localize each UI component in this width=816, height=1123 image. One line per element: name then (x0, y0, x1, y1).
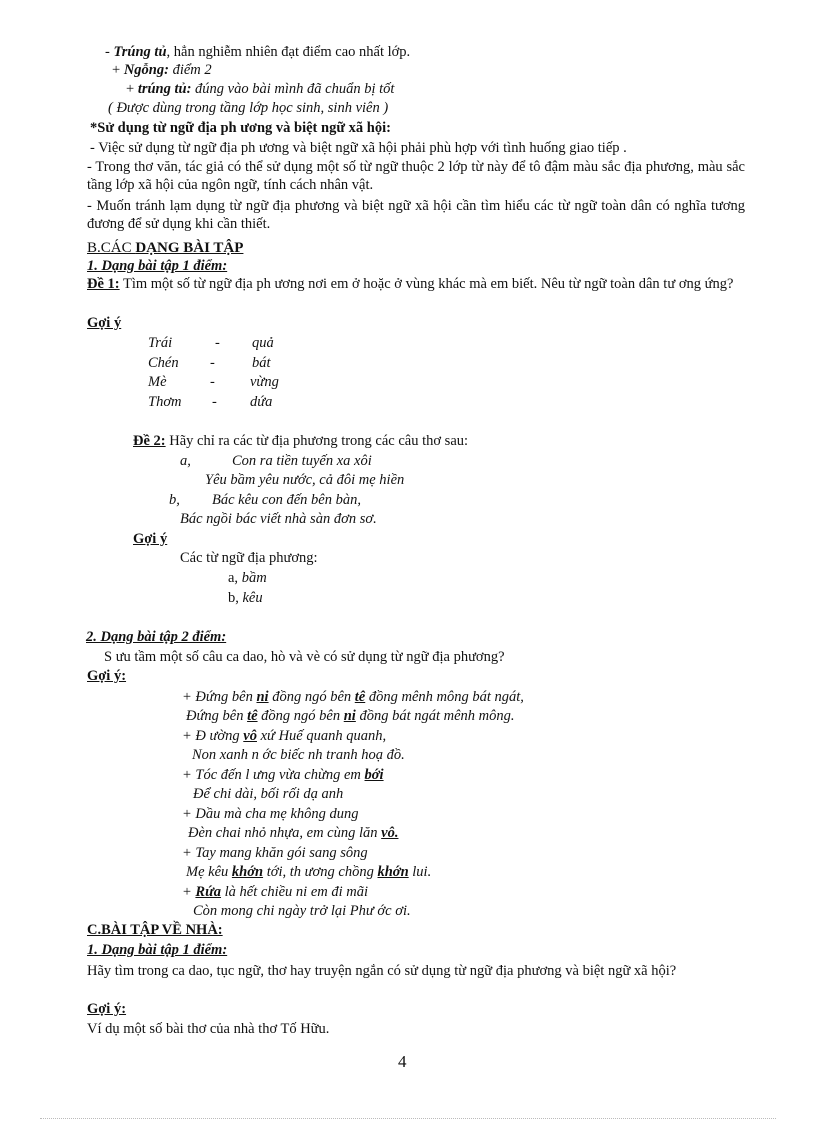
pair-0-dash: - (215, 335, 220, 351)
folk-line-1: + Đứng bên ni đồng ngó bên tê đồng mênh mông bát ngát, (182, 689, 524, 705)
folk-line-7: + Dầu mà cha mẹ không dung (182, 806, 359, 822)
answer-a: a, bầm (228, 570, 267, 586)
heading-usage: *Sử dụng từ ngữ địa ph ương và biệt ngữ xã hội: (90, 120, 391, 136)
section-b-1-title: 1. Dạng bài tập 1 điểm: (87, 258, 228, 274)
section-c-example: Ví dụ một số bài thơ của nhà thơ Tố Hữu. (87, 1021, 330, 1037)
goi-y-3: Gợi ý: (87, 668, 127, 684)
section-b-title: B.CÁC DẠNG BÀI TẬP (87, 240, 244, 256)
de-1: Đề 1: Tìm một số từ ngữ địa ph ương nơi em ở hoặc ở vùng khác mà em biết. Nêu từ ngữ toàn dân tư ơng ứng? (87, 276, 734, 292)
section-b-2-task: S ưu tầm một số câu ca dao, hò và vè có sử dụng từ ngữ địa phương? (104, 649, 505, 665)
folk-line-5: + Tóc đến l ưng vừa chừng em bới (182, 767, 384, 783)
pair-2-a: Mè (148, 374, 167, 390)
answer-intro: Các từ ngữ địa phương: (180, 550, 318, 566)
pair-3-b: dứa (250, 394, 273, 410)
line-trung-tu: - Trúng tủ, hẳn nghiễm nhiên đạt điểm cao nhất lớp. (105, 44, 411, 60)
folk-line-12: Còn mong chi ngày trở lại Phư ớc ơi. (193, 903, 411, 919)
de-2: Đề 2: Hãy chỉ ra các từ địa phương trong các câu thơ sau: (133, 433, 469, 449)
pair-3-a: Thơm (148, 394, 182, 410)
section-c-title: C.BÀI TẬP VỀ NHÀ: (87, 922, 223, 938)
poem-a-mark: a, (180, 453, 191, 469)
goi-y-c: Gợi ý: (87, 1001, 127, 1017)
poem-a-line-2: Yêu bầm yêu nước, cả đôi mẹ hiền (205, 472, 405, 488)
goi-y-1: Gợi ý (87, 315, 122, 331)
poem-b-mark: b, (169, 492, 180, 508)
pair-0-a: Trái (148, 335, 173, 351)
line-ngong: + Ngỗng: điểm 2 (112, 62, 212, 78)
folk-line-11: + Rứa là hết chiều ni em đi mãi (182, 884, 369, 900)
answer-b: b, kêu (228, 590, 263, 606)
page-bottom-divider (40, 1118, 776, 1119)
pair-2-b: vừng (250, 374, 279, 390)
pair-0-b: quả (252, 335, 274, 351)
folk-line-9: + Tay mang khăn gói sang sông (182, 845, 368, 861)
folk-line-2: Đứng bên tê đồng ngó bên ni đồng bát ngát mênh mông. (186, 708, 515, 724)
goi-y-2: Gợi ý (133, 531, 168, 547)
pair-1-b: bát (252, 355, 271, 371)
section-b-2-title: 2. Dạng bài tập 2 điểm: (86, 629, 227, 645)
pair-1-dash: - (210, 355, 215, 371)
pair-2-dash: - (210, 374, 215, 390)
pair-1-a: Chén (148, 355, 179, 371)
folk-line-3: + Đ ường vô xứ Huế quanh quanh, (182, 728, 387, 744)
poem-b-line-1: Bác kêu con đến bên bàn, (212, 492, 361, 508)
section-c-1-title: 1. Dạng bài tập 1 điểm: (87, 942, 228, 958)
folk-line-4: Non xanh n ớc biếc nh tranh hoạ đồ. (192, 747, 405, 763)
folk-line-8: Đèn chai nhỏ nhựa, em cùng lăn vô. (188, 825, 399, 841)
page-number: 4 (398, 1052, 407, 1071)
para-usage-1: - Việc sử dụng từ ngữ địa ph ương và biệt ngữ xã hội phải phù hợp với tình huống giao tiếp . (90, 140, 627, 156)
para-usage-3: - Muốn tránh lạm dụng từ ngữ địa phương và biệt ngữ xã hội cần tìm hiểu các từ ngữ toàn dân có nghĩa tương đương để sử dụng khi cần thiết. (87, 198, 745, 232)
section-c-task: Hãy tìm trong ca dao, tục ngữ, thơ hay truyện ngắn có sử dụng từ ngữ địa phương và biệt ngữ xã hội? (87, 963, 677, 979)
line-usage-note: ( Được dùng trong tầng lớp học sinh, sinh viên ) (108, 100, 389, 116)
para-usage-2: - Trong thơ văn, tác giả có thể sử dụng một số từ ngữ thuộc 2 lớp từ này để tô đậm màu sắc địa phương, màu sắc tầng lớp xã hội của ngôn ngữ, tính cách nhân vật. (87, 159, 745, 193)
folk-line-6: Để chi dài, bối rối dạ anh (193, 786, 344, 802)
pair-3-dash: - (212, 394, 217, 410)
folk-line-10: Mẹ kêu khớn tới, th ương chồng khớn lui. (186, 864, 432, 880)
poem-a-line-1: Con ra tiền tuyến xa xôi (232, 453, 372, 469)
line-trung-tu-def: + trúng tủ: đúng vào bài mình đã chuẩn bị tốt (126, 81, 395, 97)
poem-b-line-2: Bác ngồi bác viết nhà sàn đơn sơ. (180, 511, 377, 527)
